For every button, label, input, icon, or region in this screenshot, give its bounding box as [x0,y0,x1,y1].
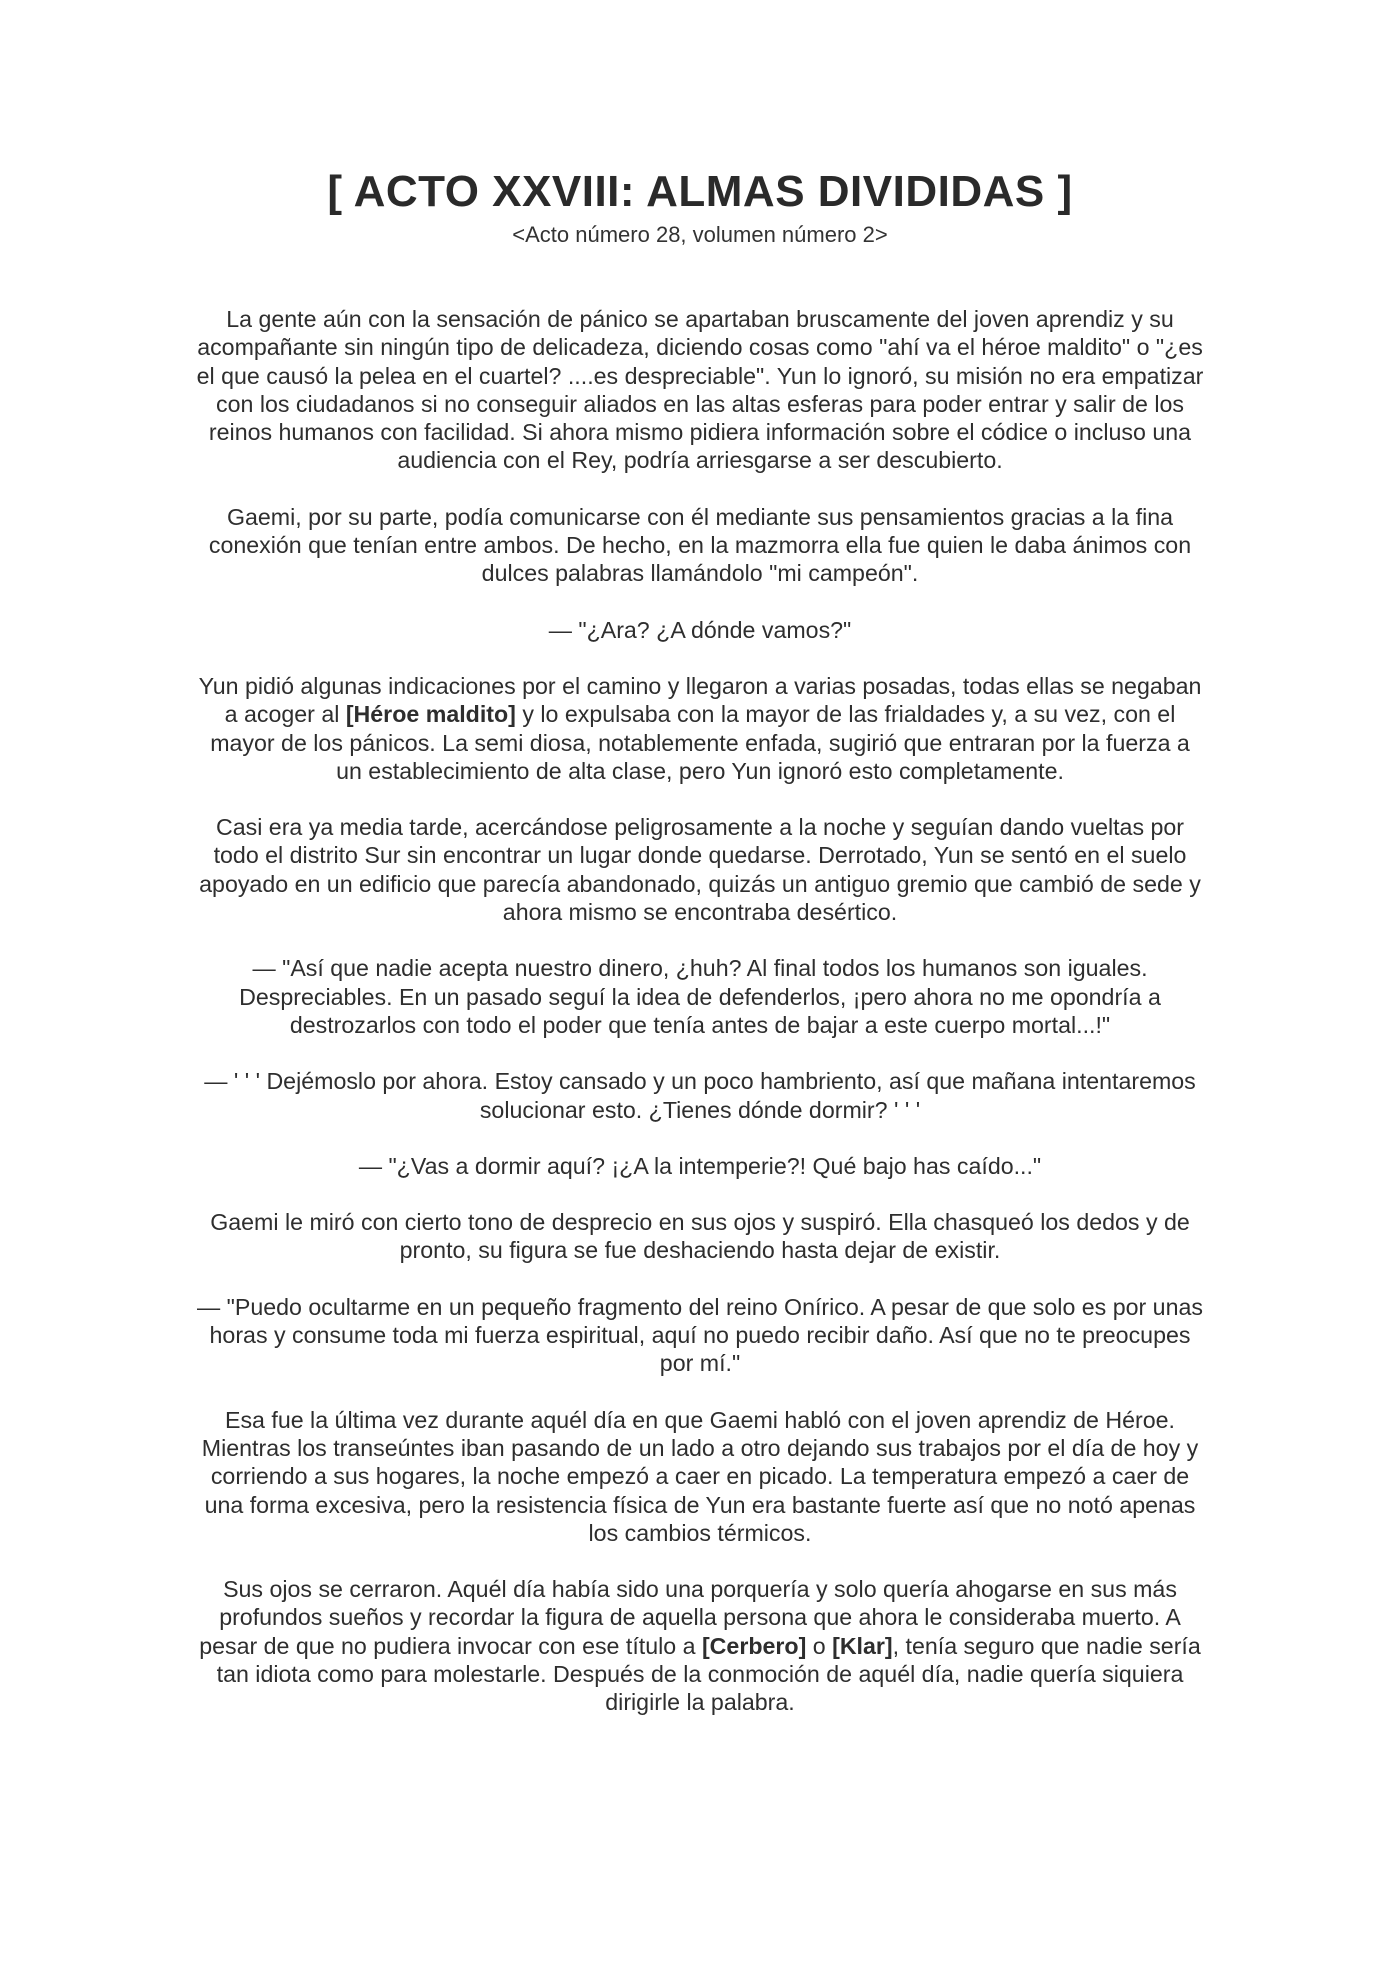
bold-term: [Héroe maldito] [345,701,516,728]
paragraph [195,1067,1205,1124]
text-run: — "Puedo ocultarme en un pequeño fragmento del reino Onírico. A pesar de que solo es por unas horas y consume toda mi fuerza espiritual, aquí no puedo recibir daño. Así que no te preocupes por mí." [197,1293,1203,1377]
paragraph [195,616,1205,644]
text-run: — "¿Vas a dormir aquí? ¡¿A la intemperie?! Qué bajo has caído..." [358,1152,1042,1179]
paragraph [195,1208,1205,1265]
bold-term: [Cerbero] [701,1632,807,1659]
paragraph [195,503,1205,588]
chapter-title: [ ACTO XXVIII: ALMAS DIVIDIDAS ] [327,167,1073,216]
paragraph [195,305,1205,475]
paragraph [195,813,1205,926]
text-run: Esa fue la última vez durante aquél día en que Gaemi habló con el joven aprendiz de Héroe. Mientras los transeúntes iban pasando de un lado a otro dejando sus trabajos por el día de hoy y corriendo a sus hogares, la noche empezó a caer en picado. La temperatura empezó a caer de una forma excesiva, pero la resistencia física de Yun era bastante fuerte así que no notó apenas los cambios térmicos. [201,1406,1199,1546]
text-run: Gaemi le miró con cierto tono de desprecio en sus ojos y suspiró. Ella chasqueó los dedos y de pronto, su figura se fue deshaciendo hasta dejar de existir. [210,1209,1190,1264]
paragraph [195,1406,1205,1547]
document-body [195,305,1205,1717]
text-run: Yun pidió algunas indicaciones por el camino y llegaron a varias posadas, todas ellas se negaban a acoger al [198,672,1202,728]
text-run: — ' ' ' Dejémoslo por ahora. Estoy cansado y un poco hambriento, así que mañana intentaremos solucionar esto. ¿Tienes dónde dormir? ' ' ' [204,1068,1196,1123]
chapter-subtitle: <Acto número 28, volumen número 2> [512,222,888,247]
text-run: o [806,1632,833,1659]
bold-term: [Klar] [832,1632,893,1659]
text-run: — "¿Ara? ¿A dónde vamos?" [548,616,852,643]
paragraph [195,1293,1205,1378]
text-run: — "Así que nadie acepta nuestro dinero, ¿huh? Al final todos los humanos son iguales. Despreciables. En un pasado seguí la idea de defenderlos, ¡pero ahora no me opondría a destrozarlos con todo el poder que tenía antes de bajar a este cuerpo mortal...!" [239,955,1161,1038]
text-run: La gente aún con la sensación de pánico se apartaban bruscamente del joven aprendiz y su acompañante sin ningún tipo de delicadeza, diciendo cosas como "ahí va el héroe maldito" o "¿es el que causó la pelea en el cuartel? ....es despreciable". Yun lo ignoró, su misión no era empatizar con los ciudadanos si no conseguir aliados en las altas esferas para poder entrar y salir de los reinos humanos con facilidad. Si ahora mismo pidiera información sobre el códice o incluso una audiencia con el Rey, podría arriesgarse a ser descubierto. [196,306,1204,474]
paragraph [195,672,1205,785]
text-run: , tenía seguro que nadie sería tan idiota como para molestarle. Después de la conmoción de aquél día, nadie quería siquiera dirigirle la palabra. [216,1632,1201,1716]
document-page [195,165,1205,1745]
text-run: Casi era ya media tarde, acercándose peligrosamente a la noche y seguían dando vueltas por todo el distrito Sur sin encontrar un lugar donde quedarse. Derrotado, Yun se sentó en el suelo apoyado en un edificio que parecía abandonado, quizás un antiguo gremio que cambió de sede y ahora mismo se encontraba desértico. [199,814,1201,926]
paragraph [195,1152,1205,1180]
paragraph [195,1575,1205,1716]
text-run: Gaemi, por su parte, podía comunicarse con él mediante sus pensamientos gracias a la fina conexión que tenían entre ambos. De hecho, en la mazmorra ella fue quien le daba ánimos con dulces palabras llamándolo "mi campeón". [208,503,1192,587]
paragraph [195,954,1205,1039]
text-run: Sus ojos se cerraron. Aquél día había sido una porquería y solo quería ahogarse en sus más profundos sueños y recordar la figura de aquella persona que ahora le consideraba muerto. A pesar de que no pudiera invocar con ese título a [199,1576,1181,1659]
text-run: y lo expulsaba con la mayor de las frialdades y, a su vez, con el mayor de los pánicos. La semi diosa, notablemente enfada, sugirió que entraran por la fuerza a un establecimiento de alta clase, pero Yun ignoró esto completamente. [210,701,1190,784]
